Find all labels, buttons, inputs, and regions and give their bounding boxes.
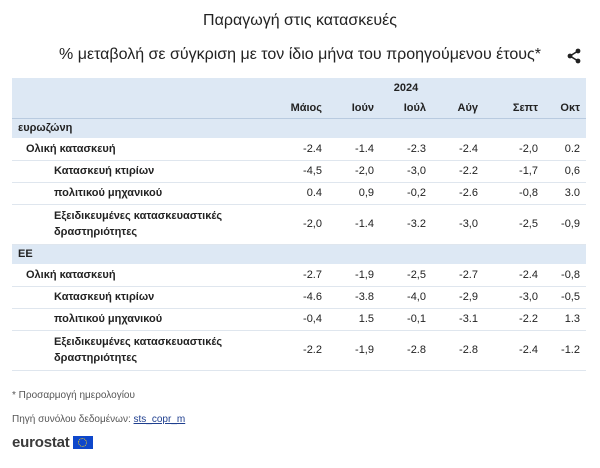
table-cell: -1,9 (328, 330, 380, 370)
month-header: Ιούλ (380, 98, 432, 118)
table-row (12, 308, 586, 330)
source-line (12, 414, 185, 425)
source-link[interactable]: sts_copr_m (133, 414, 186, 425)
table-row (12, 264, 586, 286)
table-cell: 0.4 (280, 182, 328, 204)
group-label: ευρωζώνη (12, 118, 586, 138)
table-cell: -1,7 (484, 160, 544, 182)
table-cell: -2,5 (484, 204, 544, 244)
table-cell: -4,0 (380, 286, 432, 308)
table-cell: -3,0 (432, 204, 484, 244)
row-label: Ολική κατασκευή (12, 138, 280, 160)
table-cell: -3,0 (484, 286, 544, 308)
table-cell: 0.2 (544, 138, 586, 160)
table-cell: -4.6 (280, 286, 328, 308)
table-cell: -2.4 (432, 138, 484, 160)
table-cell: 0,6 (544, 160, 586, 182)
table-cell: -2.8 (380, 330, 432, 370)
row-label: Κατασκευή κτιρίων (12, 286, 280, 308)
table-row (12, 286, 586, 308)
month-header: Οκτ (544, 98, 586, 118)
table-cell: -4,5 (280, 160, 328, 182)
group-label: ΕΕ (12, 244, 586, 264)
table-cell: -2.8 (432, 330, 484, 370)
table-cell: -2,9 (432, 286, 484, 308)
table-cell: -2.4 (484, 330, 544, 370)
table-cell: -2,5 (380, 264, 432, 286)
group-row-eu (12, 244, 586, 264)
footnote: * Προσαρμογή ημερολογίου (12, 390, 135, 401)
month-header: Μάιος (280, 98, 328, 118)
table-cell: -2.3 (380, 138, 432, 160)
month-header: Ιούν (328, 98, 380, 118)
row-label: πολιτικού μηχανικού (12, 182, 280, 204)
table-cell: -2.7 (280, 264, 328, 286)
table-cell: 3.0 (544, 182, 586, 204)
month-header: Αύγ (432, 98, 484, 118)
table-cell: -2.2 (280, 330, 328, 370)
table-cell: -1.4 (328, 138, 380, 160)
row-label: πολιτικού μηχανικού (12, 308, 280, 330)
eu-flag-icon (73, 436, 93, 449)
month-header-row (12, 98, 586, 118)
year-header-row (12, 78, 586, 98)
table-row (12, 138, 586, 160)
table-cell: -1.2 (544, 330, 586, 370)
chart-title: Παραγωγή στις κατασκευές (203, 12, 397, 29)
table-cell: -2.4 (484, 264, 544, 286)
table-cell: -1,9 (328, 264, 380, 286)
table-cell: -2,0 (328, 160, 380, 182)
data-table (12, 78, 586, 371)
row-label: Εξειδικευμένες κατασκευαστικές δραστηριότητες (12, 204, 280, 244)
logo-text: eurostat (12, 434, 70, 451)
table-cell: -2.2 (432, 160, 484, 182)
table-cell: -2.7 (432, 264, 484, 286)
table-cell: -0,5 (544, 286, 586, 308)
table-row (12, 160, 586, 182)
table-cell: -3.1 (432, 308, 484, 330)
table-cell: -3.2 (380, 204, 432, 244)
table-cell: -2.2 (484, 308, 544, 330)
month-header: Σεπτ (484, 98, 544, 118)
year-header: 2024 (380, 78, 432, 98)
table-cell: -0,8 (544, 264, 586, 286)
table-cell: -3.8 (328, 286, 380, 308)
table-cell: -0,4 (280, 308, 328, 330)
table-row (12, 330, 586, 370)
group-row-eurozone (12, 118, 586, 138)
table-cell: -2.4 (280, 138, 328, 160)
table-cell: -0,9 (544, 204, 586, 244)
eurostat-logo (12, 434, 93, 451)
table-cell: -2.6 (432, 182, 484, 204)
table-cell: 1.5 (328, 308, 380, 330)
source-label: Πηγή συνόλου δεδομένων: (12, 414, 131, 425)
table-cell: -0,8 (484, 182, 544, 204)
table-row (12, 182, 586, 204)
share-icon[interactable] (566, 48, 582, 64)
table-cell: -2,0 (280, 204, 328, 244)
table-cell: -1.4 (328, 204, 380, 244)
table-cell: 1.3 (544, 308, 586, 330)
table-cell: 0,9 (328, 182, 380, 204)
table-row (12, 204, 586, 244)
row-label: Κατασκευή κτιρίων (12, 160, 280, 182)
row-label: Εξειδικευμένες κατασκευαστικές δραστηριότητες (12, 330, 280, 370)
table-cell: -0,2 (380, 182, 432, 204)
table-cell: -0,1 (380, 308, 432, 330)
chart-subtitle: % μεταβολή σε σύγκριση με τον ίδιο μήνα του προηγούμενου έτους* (59, 46, 541, 63)
table-cell: -3,0 (380, 160, 432, 182)
table-cell: -2,0 (484, 138, 544, 160)
row-label: Ολική κατασκευή (12, 264, 280, 286)
